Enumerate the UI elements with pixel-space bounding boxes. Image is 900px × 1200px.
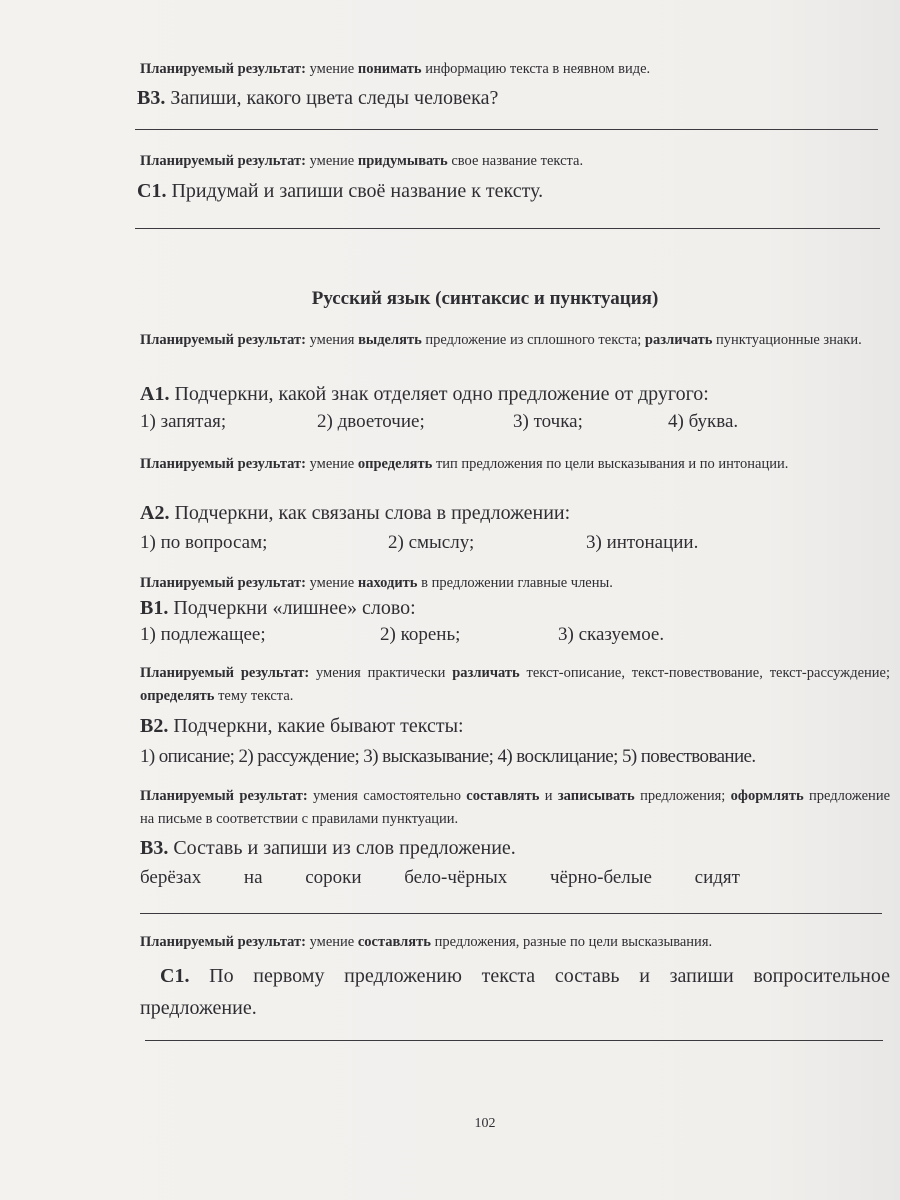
section-heading: Русский язык (синтаксис и пунктуация) <box>311 288 659 309</box>
option: 3) сказуемое. <box>558 624 665 645</box>
answer-line <box>140 913 882 914</box>
option: 3) интонации. <box>586 532 699 553</box>
task-b2: В2. Подчеркни, какие бывают тексты: <box>140 715 464 737</box>
answer-line <box>135 129 878 130</box>
option: 1) запятая; <box>140 411 227 432</box>
planned-result: Планируемый результат: умение находить в предложении главные члены. <box>140 575 613 591</box>
word: сороки <box>305 867 362 888</box>
word: берёзах <box>140 867 202 888</box>
option: 1) по вопросам; <box>140 532 268 553</box>
option: 2) двоеточие; <box>317 411 425 432</box>
task-c1: С1. Придумай и запиши своё название к тексту. <box>137 180 544 202</box>
task-a1: А1. Подчеркни, какой знак отделяет одно предложение от другого: <box>140 383 709 405</box>
answer-line <box>135 228 880 229</box>
task-b3: В3. Составь и запиши из слов предложение. <box>140 837 516 859</box>
planned-result: Планируемый результат: умения практически различать текст-описание, текст-повествование, текст-рассуждение; определять тему текста. <box>140 665 890 704</box>
planned-result: Планируемый результат: умение понимать информацию текста в неявном виде. <box>140 61 651 77</box>
option: 2) корень; <box>380 624 461 645</box>
options <box>140 531 890 555</box>
word-list <box>140 866 740 890</box>
planned-result: Планируемый результат: умение придумывать свое название текста. <box>140 153 584 169</box>
planned-result: Планируемый результат: умение определять тип предложения по цели высказывания и по интонации. <box>140 456 789 472</box>
page-number: 102 <box>474 1116 496 1131</box>
word: чёрно-белые <box>549 867 652 888</box>
task-b3: В3. Запиши, какого цвета следы человека? <box>137 87 499 109</box>
word: бело-чёрных <box>404 867 508 888</box>
options <box>140 623 890 647</box>
planned-result: Планируемый результат: умение составлять предложения, разные по цели высказывания. <box>140 934 713 950</box>
planned-result: Планируемый результат: умения самостоятельно составлять и записывать предложения; оформлять предложение на письме в соответствии с правилами пунктуации. <box>140 788 891 827</box>
option: 3) точка; <box>513 411 583 432</box>
options <box>140 410 890 434</box>
word: сидят <box>694 867 740 888</box>
word: на <box>243 867 263 888</box>
option: 2) смыслу; <box>388 532 475 553</box>
answer-line <box>145 1040 883 1041</box>
options: 1) описание; 2) рассуждение; 3) высказывание; 4) восклицание; 5) повествование. <box>140 746 756 767</box>
task-b1: В1. Подчеркни «лишнее» слово: <box>140 597 416 619</box>
planned-result: Планируемый результат: умения выделять предложение из сплошного текста; различать пунктуационные знаки. <box>140 332 862 348</box>
task-a2: А2. Подчеркни, как связаны слова в предложении: <box>140 502 571 524</box>
option: 4) буква. <box>668 411 739 432</box>
option: 1) подлежащее; <box>140 624 266 645</box>
task-c1: С1. По первому предложению текста составь и запиши вопросительное предложение. <box>140 965 891 1019</box>
